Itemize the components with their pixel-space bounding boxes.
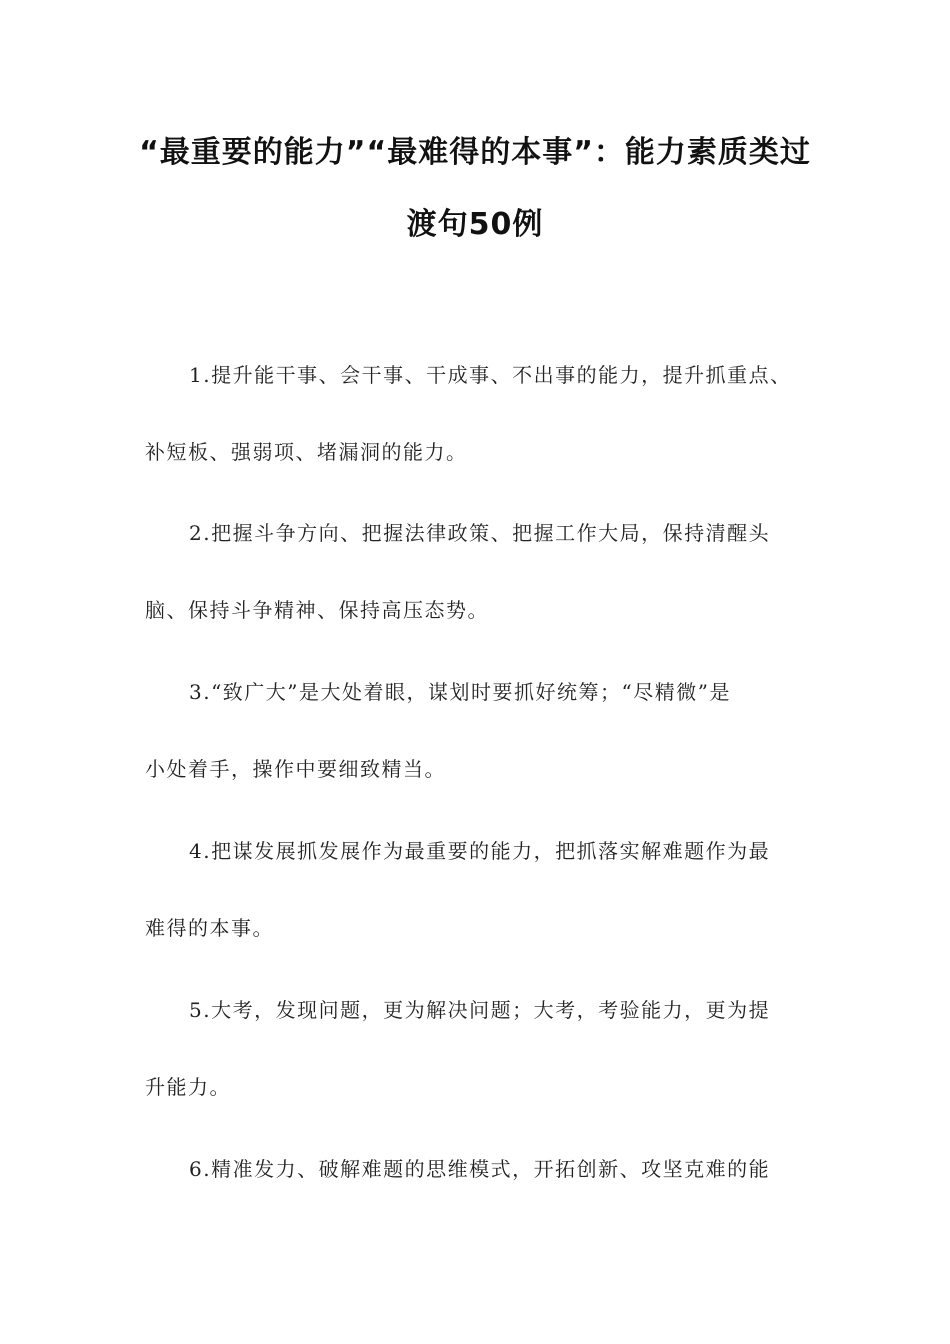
paragraph-2-line-1: 2.把握斗争方向、把握法律政策、把握工作大局，保持清醒头 bbox=[189, 521, 771, 545]
paragraph-4-line-1: 4.把谋发展抓发展作为最重要的能力，把抓落实解难题作为最 bbox=[189, 839, 771, 863]
paragraph-6-line-1: 6.精准发力、破解难题的思维模式，开拓创新、攻坚克难的能 bbox=[189, 1157, 771, 1181]
paragraph-3-line-2: 小处着手，操作中要细致精当。 bbox=[145, 757, 446, 781]
paragraph-1-line-2: 补短板、强弱项、堵漏洞的能力。 bbox=[145, 440, 468, 464]
document-title-line-1: “最重要的能力”“最难得的本事”：能力素质类过 bbox=[139, 135, 811, 170]
paragraph-5-line-1: 5.大考，发现问题，更为解决问题；大考，考验能力，更为提 bbox=[189, 998, 771, 1022]
paragraph-4-line-2: 难得的本事。 bbox=[145, 916, 274, 940]
paragraph-5-line-2: 升能力。 bbox=[145, 1075, 231, 1099]
paragraph-1-line-1: 1.提升能干事、会干事、干成事、不出事的能力，提升抓重点、 bbox=[189, 363, 792, 387]
paragraph-2-line-2: 脑、保持斗争精神、保持高压态势。 bbox=[145, 598, 489, 622]
document-title-line-2: 渡句50例 bbox=[406, 207, 544, 242]
paragraph-3-line-1: 3.“致广大”是大处着眼，谋划时要抓好统筹；“尽精微”是 bbox=[189, 680, 731, 704]
